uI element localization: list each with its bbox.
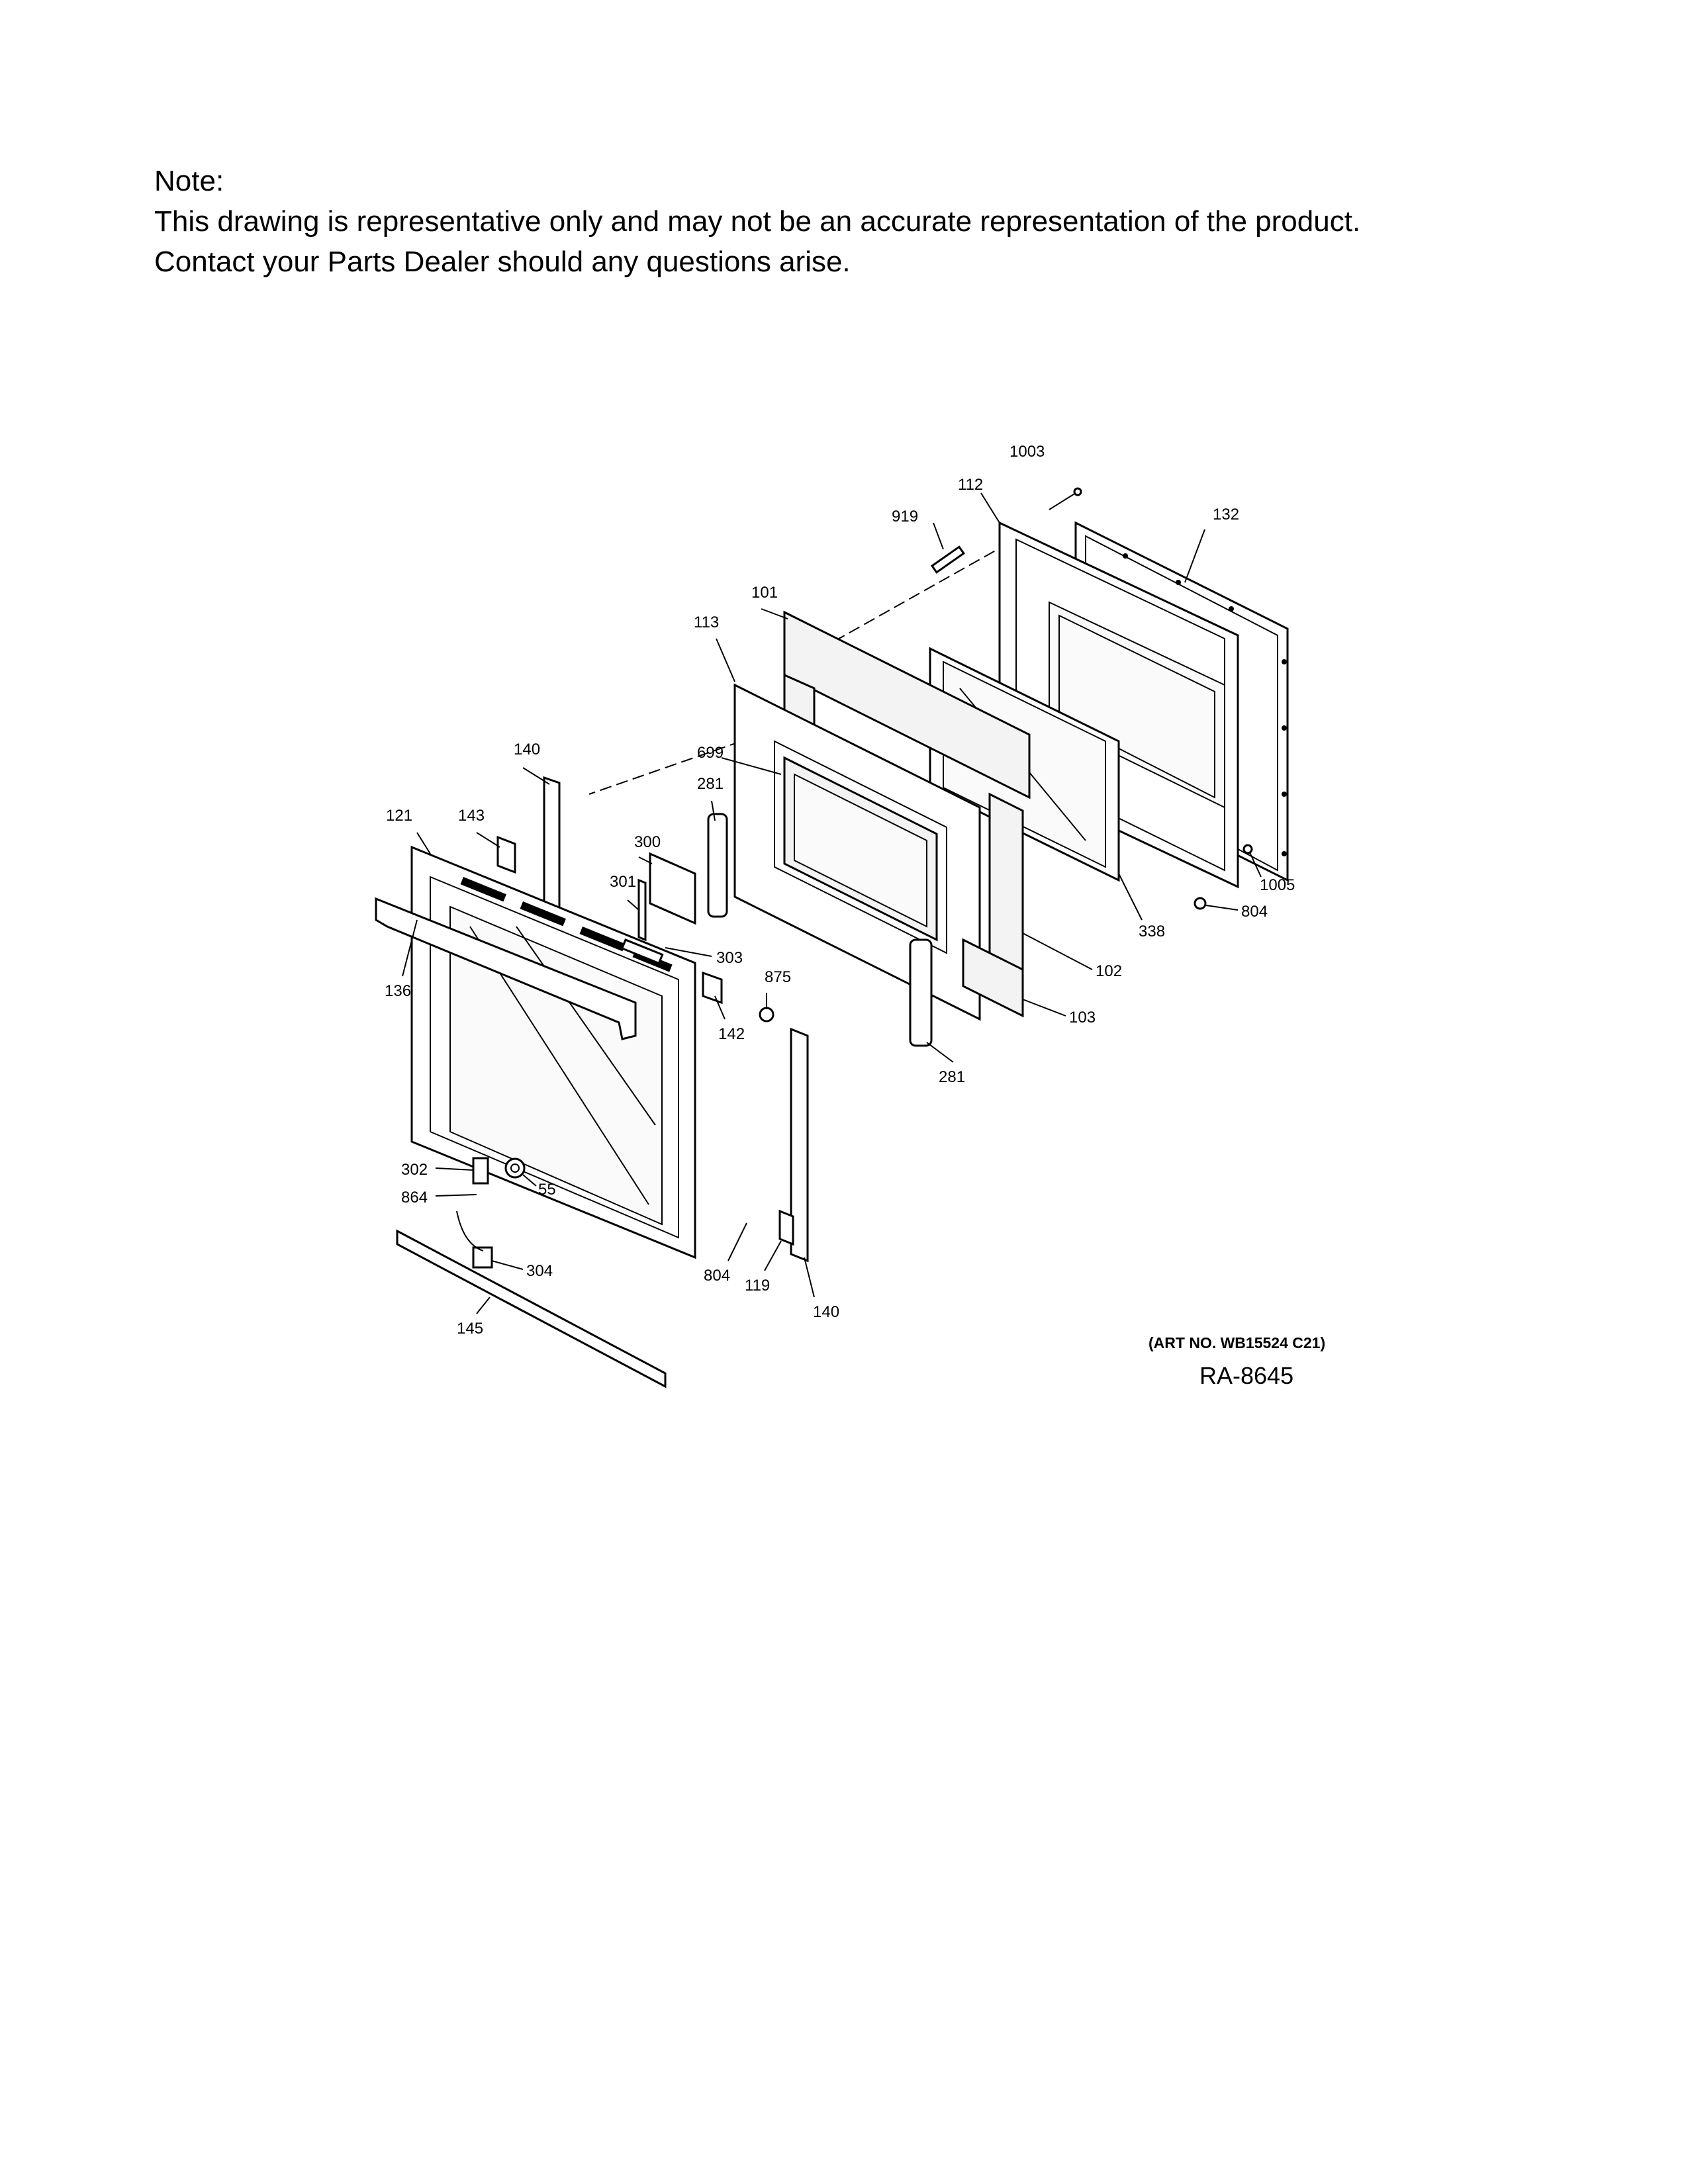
part-300-latch-bracket (650, 854, 695, 923)
part-281-hinge-upper (708, 814, 727, 917)
callout-113: 113 (694, 614, 720, 631)
part-281-hinge-lower (910, 940, 931, 1046)
note-heading: Note: (154, 165, 224, 197)
callout-1005: 1005 (1260, 876, 1295, 894)
callout-804-right: 804 (1241, 903, 1268, 921)
part-1003-screw (1049, 488, 1081, 510)
callout-143: 143 (458, 807, 485, 825)
art-number: (ART NO. WB15524 C21) (1149, 1334, 1326, 1351)
callout-102: 102 (1096, 962, 1123, 980)
callout-55: 55 (538, 1181, 556, 1199)
callout-919: 919 (892, 508, 919, 525)
part-919-pin (932, 547, 964, 572)
callout-119: 119 (745, 1277, 771, 1295)
part-1005-screw (1244, 845, 1252, 853)
callout-804-bottom: 804 (704, 1267, 731, 1285)
callout-112: 112 (958, 476, 984, 494)
callout-300: 300 (634, 833, 661, 851)
callout-281-upper: 281 (697, 775, 724, 793)
callout-338: 338 (1139, 923, 1166, 940)
callout-121: 121 (386, 807, 413, 825)
part-119-bracket (780, 1211, 793, 1244)
part-301-latch (639, 880, 645, 940)
callout-103: 103 (1069, 1009, 1096, 1026)
part-145-bottom-trim (397, 1231, 665, 1387)
callout-1003: 1003 (1009, 443, 1045, 461)
callout-145: 145 (457, 1320, 484, 1338)
callout-304: 304 (526, 1262, 553, 1280)
callout-142: 142 (718, 1025, 745, 1043)
callout-303: 303 (716, 949, 743, 967)
callout-132: 132 (1213, 506, 1240, 523)
callout-875: 875 (765, 968, 792, 986)
callout-140-right: 140 (813, 1303, 840, 1321)
callout-302: 302 (401, 1161, 428, 1179)
part-804-screw-right (1195, 898, 1205, 909)
part-143-bracket (498, 837, 515, 872)
part-304-switch (457, 1211, 492, 1267)
part-302-switch (473, 1158, 488, 1183)
part-55-bumper (506, 1159, 524, 1177)
note-line-2: Contact your Parts Dealer should any questions arise. (154, 246, 851, 278)
callout-140-left: 140 (514, 741, 541, 758)
part-875-screw (760, 1008, 773, 1021)
callout-301: 301 (610, 873, 637, 891)
part-142-stop (703, 973, 722, 1003)
note-line-1: This drawing is representative only and may not be an accurate representation of the product. (154, 205, 1361, 238)
callout-864: 864 (401, 1189, 428, 1206)
callout-699: 699 (697, 744, 724, 762)
callout-281-lower: 281 (939, 1068, 966, 1086)
part-102-insulation-side (990, 794, 1023, 973)
callout-136: 136 (385, 982, 412, 1000)
callout-101: 101 (751, 584, 778, 602)
ra-number: RA-8645 (1199, 1362, 1294, 1389)
